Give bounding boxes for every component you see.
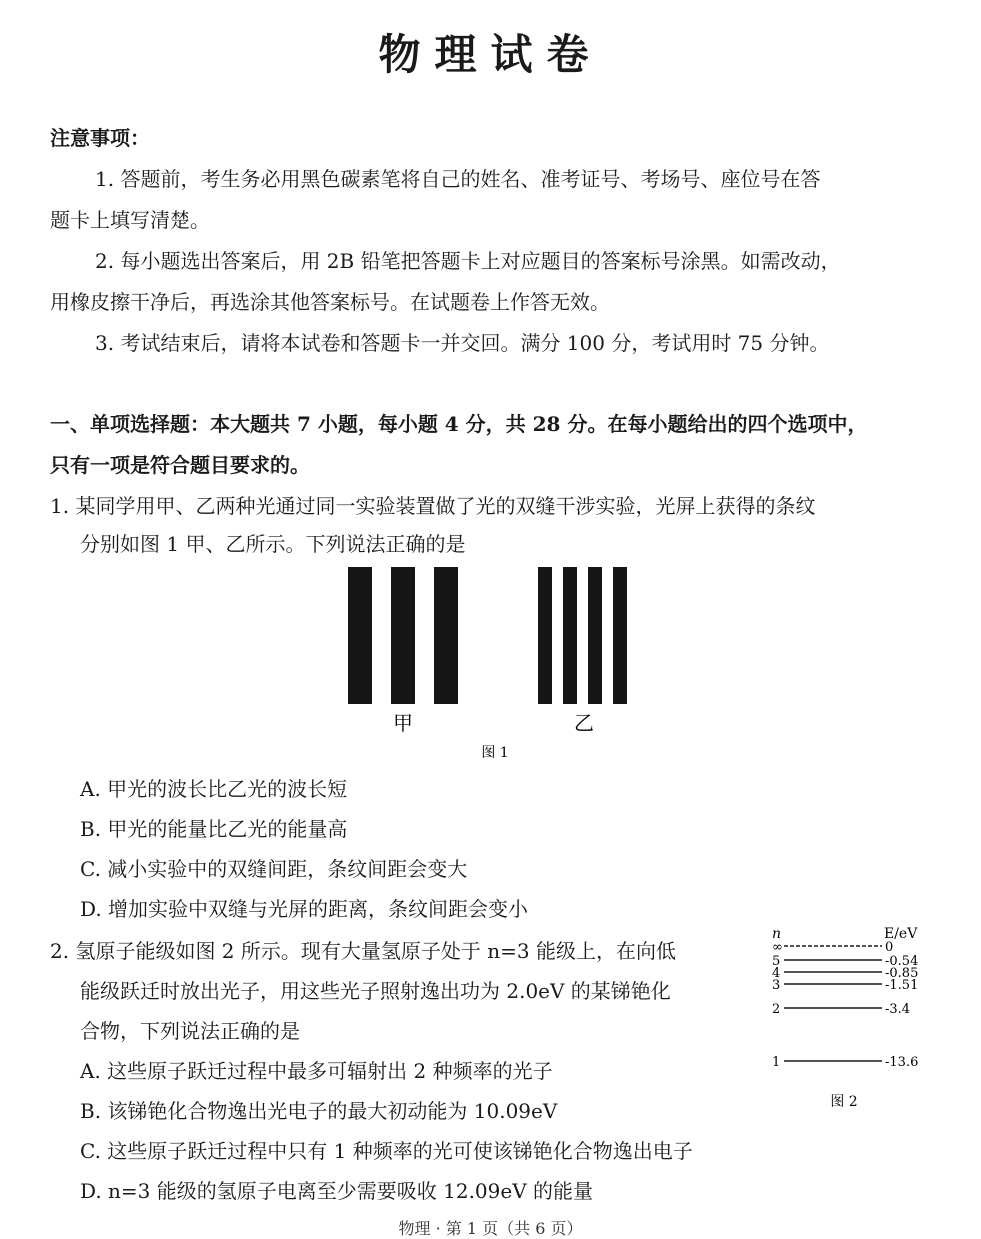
note-line-3: 3. 考试结束后，请将本试卷和答题卡一并交回。满分 100 分，考试用时 75 分钟。 [95, 331, 830, 355]
notes-heading: 注意事项： [50, 126, 150, 150]
fringe-jia-3 [434, 567, 458, 704]
section-heading-line2: 只有一项是符合题目要求的。 [50, 453, 310, 477]
energy-level-e-label: -3.4 [885, 1002, 911, 1017]
energy-level-e-label: 0 [885, 940, 894, 955]
figure-2-energy-levels [762, 920, 932, 1120]
page-title: 物理试卷 [378, 30, 603, 79]
q2-option-d: D. n=3 能级的氢原子电离至少需要吸收 12.09eV 的能量 [80, 1179, 594, 1203]
q2-stem-line2: 能级跃迁时放出光子，用这些光子照射逸出功为 2.0eV 的某锑铯化 [80, 979, 671, 1003]
q2-option-c: C. 这些原子跃迁过程中只有 1 种频率的光可使该锑铯化合物逸出电子 [80, 1139, 693, 1163]
q1-option-b: B. 甲光的能量比乙光的能量高 [80, 817, 348, 841]
section-heading-line1: 一、单项选择题：本大题共 7 小题，每小题 4 分，共 28 分。在每小题给出的四个选项中， [50, 412, 868, 436]
energy-level-n-label: 1 [772, 1055, 781, 1070]
q1-option-d: D. 增加实验中双缝与光屏的距离，条纹间距会变小 [80, 897, 529, 921]
note-line-2: 2. 每小题选出答案后，用 2B 铅笔把答题卡上对应题目的答案标号涂黑。如需改动， [95, 249, 841, 273]
fringe-yi-4 [613, 567, 627, 704]
q2-option-a: A. 这些原子跃迁过程中最多可辐射出 2 种频率的光子 [80, 1059, 553, 1083]
note-line-2-cont: 用橡皮擦干净后，再选涂其他答案标号。在试题卷上作答无效。 [50, 290, 610, 314]
page-footer: 物理 · 第 1 页（共 6 页） [398, 1219, 583, 1238]
note-line-1: 1. 答题前，考生务必用黑色碳素笔将自己的姓名、准考证号、考场号、座位号在答 [95, 167, 821, 191]
q1-option-c: C. 减小实验中的双缝间距，条纹间距会变大 [80, 857, 468, 881]
energy-level-n-label: 4 [772, 966, 781, 981]
energy-level-n-label: 5 [772, 954, 781, 969]
energy-level-e-label: -0.85 [885, 966, 919, 981]
fringe-yi-2 [563, 567, 577, 704]
figure-1-fringes [330, 560, 650, 770]
energy-level-n-label: 3 [772, 978, 781, 993]
q1-stem-line2: 分别如图 1 甲、乙所示。下列说法正确的是 [80, 532, 466, 556]
figure-2-e-axis-label: E/eV [884, 926, 918, 942]
fringe-yi-1 [538, 567, 552, 704]
q2-option-b: B. 该锑铯化合物逸出光电子的最大初动能为 10.09eV [80, 1099, 558, 1123]
q1-option-a: A. 甲光的波长比乙光的波长短 [80, 777, 348, 801]
fringe-jia-1 [348, 567, 372, 704]
energy-level-e-label: -1.51 [885, 978, 919, 993]
figure-1-label-jia: 甲 [393, 711, 413, 735]
fringe-jia-2 [391, 567, 415, 704]
figure-2-caption: 图 2 [830, 1094, 858, 1110]
note-line-1-cont: 题卡上填写清楚。 [50, 208, 210, 232]
fringe-yi-3 [588, 567, 602, 704]
q2-stem-line1: 2. 氢原子能级如图 2 所示。现有大量氢原子处于 n=3 能级上，在向低 [50, 939, 676, 963]
figure-2-n-axis-label: n [772, 926, 782, 942]
energy-levels [772, 940, 918, 1070]
figure-1-caption: 图 1 [481, 745, 509, 761]
fringes-yi [538, 567, 627, 704]
figure-1-label-yi: 乙 [574, 711, 594, 735]
q1-stem-line1: 1. 某同学用甲、乙两种光通过同一实验装置做了光的双缝干涉实验，光屏上获得的条纹 [50, 494, 816, 518]
q2-stem-line3: 合物，下列说法正确的是 [80, 1019, 300, 1043]
energy-level-e-label: -0.54 [885, 954, 919, 969]
energy-level-n-label: 2 [772, 1002, 781, 1017]
energy-level-e-label: -13.6 [885, 1055, 919, 1070]
energy-level-n-label: ∞ [772, 940, 783, 955]
fringes-jia [348, 567, 458, 704]
